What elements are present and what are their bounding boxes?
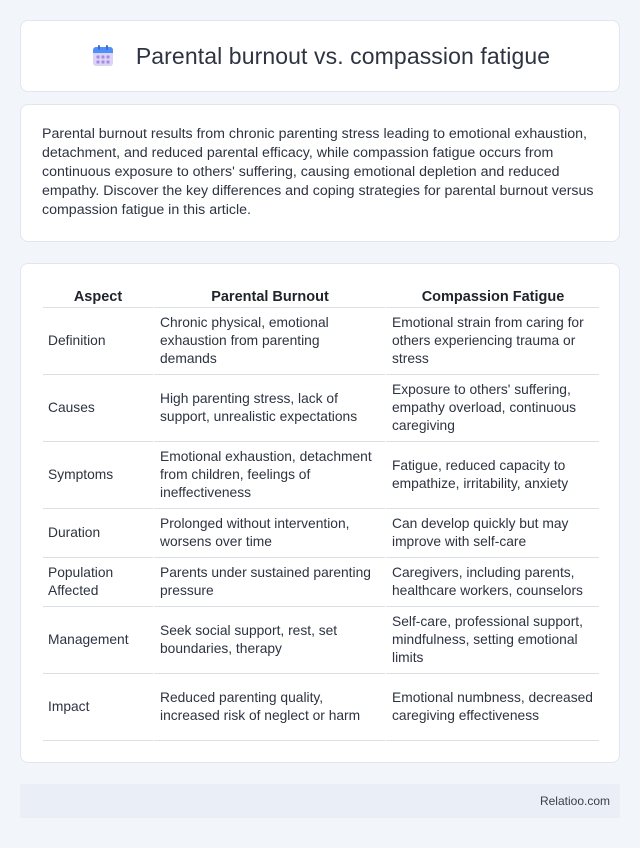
intro-paragraph: Parental burnout results from chronic parenting stress leading to emotional exhaustion, detachment, and reduced parental efficacy, while compassion fatigue occurs from continuous exposure to others' suffering, causing emotional depletion and reduced empathy. Discover the key differences and coping strategies for parental burnout versus compassion fatigue in this article. <box>42 126 594 218</box>
table-row <box>43 674 599 741</box>
table-row <box>43 558 599 607</box>
cell-fatigue: Can develop quickly but may improve with self-care <box>385 509 599 558</box>
comparison-table-card <box>20 263 620 763</box>
table-header-row <box>43 286 599 308</box>
header-parental-burnout: Parental Burnout <box>153 286 385 308</box>
cell-burnout: Parents under sustained parenting pressure <box>153 558 385 607</box>
cell-fatigue: Caregivers, including parents, healthcare workers, counselors <box>385 558 599 607</box>
cell-aspect: Symptoms <box>43 442 153 509</box>
footer-site-name: Relatioo.com <box>539 794 610 808</box>
cell-burnout: Prolonged without intervention, worsens over time <box>153 509 385 558</box>
cell-aspect: Causes <box>43 375 153 442</box>
cell-aspect: Management <box>43 607 153 674</box>
cell-aspect: Impact <box>43 674 153 741</box>
cell-burnout: Reduced parenting quality, increased risk of neglect or harm <box>153 674 385 741</box>
header-aspect: Aspect <box>43 286 153 308</box>
page-title: Parental burnout vs. compassion fatigue <box>135 42 551 69</box>
cell-burnout: Chronic physical, emotional exhaustion from parenting demands <box>153 308 385 375</box>
cell-fatigue: Emotional strain from caring for others experiencing trauma or stress <box>385 308 599 375</box>
cell-aspect: Population Affected <box>43 558 153 607</box>
comparison-table <box>43 286 599 741</box>
cell-aspect: Definition <box>43 308 153 375</box>
table-row <box>43 442 599 509</box>
cell-fatigue: Self-care, professional support, mindfulness, setting emotional limits <box>385 607 599 674</box>
cell-fatigue: Emotional numbness, decreased caregiving effectiveness <box>385 674 599 741</box>
cell-fatigue: Exposure to others' suffering, empathy overload, continuous caregiving <box>385 375 599 442</box>
cell-fatigue: Fatigue, reduced capacity to empathize, irritability, anxiety <box>385 442 599 509</box>
cell-burnout: Seek social support, rest, set boundaries, therapy <box>153 607 385 674</box>
table-row <box>43 509 599 558</box>
calendar-icon <box>90 43 116 69</box>
header-compassion-fatigue: Compassion Fatigue <box>385 286 599 308</box>
table-row <box>43 308 599 375</box>
cell-burnout: Emotional exhaustion, detachment from children, feelings of ineffectiveness <box>153 442 385 509</box>
table-row <box>43 375 599 442</box>
footer-bar <box>20 784 620 818</box>
cell-burnout: High parenting stress, lack of support, unrealistic expectations <box>153 375 385 442</box>
intro-card <box>20 104 620 242</box>
cell-aspect: Duration <box>43 509 153 558</box>
title-card <box>20 20 620 92</box>
table-row <box>43 607 599 674</box>
